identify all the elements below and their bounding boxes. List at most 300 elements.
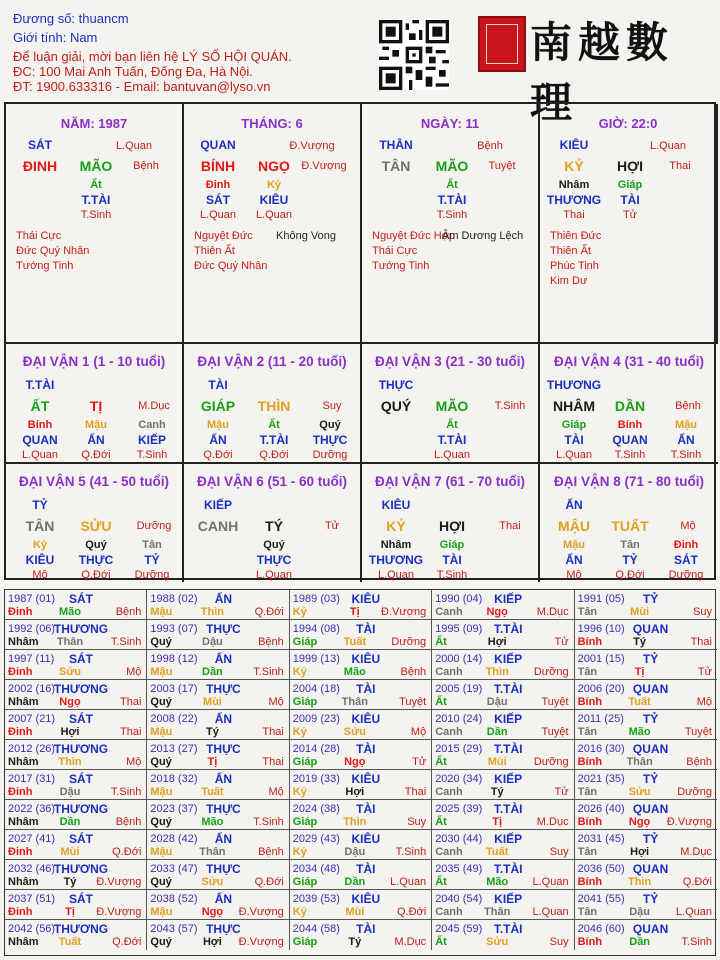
pillar-3: [540, 104, 718, 342]
dai-van-title: ĐẠI VẬN 8 (71 - 80 tuổi): [553, 474, 705, 489]
earthly-branch: Thìn: [627, 876, 652, 888]
earthly-branch: Tuất: [58, 936, 82, 948]
ten-god: KIÊU: [351, 592, 381, 606]
heavenly-stem: Kỷ: [292, 786, 307, 798]
life-stage: Bệnh: [115, 606, 142, 618]
star-name: Tướng Tinh: [372, 260, 430, 272]
pillar-title: NGÀY: 11: [420, 116, 480, 131]
star-name: Thái Cực: [16, 230, 62, 242]
earthly-branch: TÝ: [265, 518, 283, 534]
hidden-god: SÁT: [674, 553, 698, 567]
ten-god: TÀI: [356, 622, 376, 636]
earthly-branch: Ngọ: [486, 606, 508, 618]
earthly-branch: Tý: [348, 936, 362, 948]
life-stage: M.Dục: [680, 846, 712, 858]
earthly-branch: Tý: [633, 636, 647, 648]
life-stage: Q.Đới: [396, 906, 427, 918]
ten-god: KIÊU: [351, 892, 381, 906]
earthly-branch: TỊ: [89, 398, 103, 414]
ten-god: T.TÀI: [493, 682, 523, 696]
heavenly-stem: KỶ: [564, 158, 584, 174]
ten-god: ẤN: [214, 892, 233, 906]
year-cell[interactable]: [5, 740, 147, 770]
hidden-stem: Ất: [90, 179, 102, 191]
year-cell[interactable]: [575, 710, 717, 740]
earthly-branch: Mão: [343, 666, 366, 678]
life-stage: Mộ: [696, 696, 712, 708]
heavenly-stem: Bính: [577, 756, 603, 768]
ten-god: KIÊU: [559, 138, 589, 152]
year-cell[interactable]: [5, 710, 147, 740]
hidden-stage: L.Quan: [21, 449, 59, 461]
heavenly-stem: Bính: [577, 636, 603, 648]
year-cell[interactable]: [147, 920, 289, 950]
ten-god: ẤN: [214, 772, 233, 786]
year-label: 2014 (28): [292, 743, 340, 755]
year-cell[interactable]: [5, 830, 147, 860]
earthly-branch: Hợi: [60, 726, 80, 738]
year-cell[interactable]: [432, 800, 574, 830]
year-label: 2005 (19): [435, 683, 483, 695]
heavenly-stem: Nhâm: [8, 936, 39, 948]
earthly-branch: Sửu: [201, 876, 224, 888]
year-cell[interactable]: [147, 680, 289, 710]
earthly-branch: Tị: [65, 906, 75, 918]
life-stage: Bệnh: [675, 400, 701, 412]
ten-god: THƯƠNG: [53, 802, 109, 816]
year-label: 1987 (01): [8, 593, 56, 605]
year-label: 2016 (30): [577, 743, 625, 755]
year-cell[interactable]: [432, 680, 574, 710]
year-cell[interactable]: [290, 620, 432, 650]
ten-god: T.TÀI: [493, 802, 523, 816]
ten-god: THỰC: [206, 922, 241, 936]
heavenly-stem: Giáp: [292, 636, 318, 648]
hidden-god: TỶ: [622, 553, 638, 567]
ten-god: TỶ: [642, 712, 659, 726]
hidden-stage: L.Quan: [377, 569, 415, 581]
ten-god: TÀI: [356, 742, 376, 756]
year-label: 2020 (34): [435, 773, 483, 785]
life-stage: Đ.Vượng: [238, 906, 284, 918]
hidden-stage: T.Sinh: [436, 569, 468, 581]
heavenly-stem: Canh: [435, 846, 463, 858]
ten-god-status: L.Quan: [115, 140, 153, 152]
ten-god: ẤN: [214, 592, 233, 606]
heavenly-stem: Giáp: [292, 936, 318, 948]
earthly-branch: Dần: [344, 876, 366, 888]
star-name: Thái Cực: [372, 245, 418, 257]
heavenly-stem: Quý: [150, 696, 172, 708]
hidden-stem: Đinh: [205, 179, 231, 191]
ten-god: QUAN: [632, 682, 669, 696]
star-name: Phúc Tinh: [550, 260, 599, 272]
year-cell[interactable]: [147, 590, 289, 620]
year-cell[interactable]: [5, 800, 147, 830]
year-cell[interactable]: [575, 590, 717, 620]
ten-god: SÁT: [69, 592, 93, 606]
ten-god: TÀI: [356, 682, 376, 696]
hidden-stage: Mộ: [32, 569, 48, 581]
earthly-branch: Mão: [628, 726, 651, 738]
year-cell[interactable]: [147, 800, 289, 830]
heavenly-stem: Tân: [577, 786, 598, 798]
pillar-0: [6, 104, 184, 342]
heavenly-stem: KỶ: [386, 518, 406, 534]
year-cell[interactable]: [575, 830, 717, 860]
year-cell[interactable]: [290, 830, 432, 860]
ten-god: QUAN: [632, 862, 669, 876]
earthly-branch: Tuất: [201, 786, 224, 798]
year-cell[interactable]: [432, 740, 574, 770]
heavenly-stem: Mậu: [150, 606, 173, 618]
heavenly-stem: Giáp: [292, 816, 318, 828]
hidden-god: TỶ: [144, 553, 160, 567]
year-cell[interactable]: [575, 920, 717, 950]
seal-icon: [478, 16, 526, 72]
year-cell[interactable]: [290, 710, 432, 740]
year-cell[interactable]: [432, 860, 574, 890]
heavenly-stem: Mậu: [150, 846, 173, 858]
earthly-branch: Thân: [484, 906, 511, 918]
year-cell[interactable]: [147, 740, 289, 770]
life-stage: T.Sinh: [494, 400, 526, 412]
year-cell[interactable]: [5, 620, 147, 650]
year-cell[interactable]: [5, 590, 147, 620]
year-cell[interactable]: [575, 770, 717, 800]
year-label: 2009 (23): [292, 713, 340, 725]
dai-van-title: ĐẠI VẬN 2 (11 - 20 tuổi): [197, 354, 347, 369]
heavenly-stem: Kỷ: [292, 726, 307, 738]
life-stage: Q.Đới: [112, 936, 142, 948]
life-stage: Mộ: [126, 666, 142, 678]
life-stage: Suy: [549, 936, 569, 948]
hidden-stem: Mậu: [675, 419, 697, 431]
year-cell[interactable]: [575, 740, 717, 770]
year-cell[interactable]: [290, 920, 432, 950]
year-cell[interactable]: [575, 620, 717, 650]
earthly-branch: Tị: [492, 816, 503, 828]
phone-email-line: ĐT: 1900.633316 - Email: bantuvan@lyso.vn: [13, 79, 271, 94]
hidden-god: TÀI: [442, 553, 462, 567]
earthly-branch: THÌN: [257, 398, 291, 414]
hidden-god: T.TÀI: [437, 433, 467, 447]
hidden-god: TÀI: [564, 433, 584, 447]
qr-code-icon[interactable]: [379, 20, 449, 90]
dai-van-title: ĐẠI VẬN 7 (61 - 70 tuổi): [374, 474, 526, 489]
heavenly-stem: BÍNH: [200, 158, 236, 174]
heavenly-stem: Ất: [435, 816, 447, 828]
earthly-branch: MÃO: [435, 398, 469, 414]
year-cell[interactable]: [575, 650, 717, 680]
life-stage: Q.Đới: [112, 846, 142, 858]
year-cell[interactable]: [147, 830, 289, 860]
hidden-stage: Thai: [563, 209, 585, 221]
year-label: 1994 (08): [292, 623, 340, 635]
earthly-branch: Tị: [207, 756, 218, 768]
heavenly-stem: GIÁP: [200, 398, 236, 414]
ten-god: SÁT: [28, 138, 52, 152]
year-cell[interactable]: [290, 800, 432, 830]
year-cell[interactable]: [5, 920, 147, 950]
life-stage: Dưỡng: [533, 666, 569, 678]
year-label: 2045 (59): [435, 923, 483, 935]
earthly-branch: HỢI: [617, 158, 643, 174]
ten-god: KIÊU: [351, 772, 381, 786]
hidden-stage: L.Quan: [199, 209, 237, 221]
hidden-god: TÀI: [620, 193, 640, 207]
year-cell[interactable]: [432, 920, 574, 950]
pillar-title: THÁNG: 6: [241, 116, 303, 131]
life-stage: Thai: [690, 636, 712, 648]
hidden-stage: T.Sinh: [136, 449, 168, 461]
hidden-stage: L.Quan: [255, 569, 293, 581]
life-stage: Tử: [697, 666, 712, 678]
year-cell[interactable]: [432, 830, 574, 860]
earthly-branch: Hợi: [487, 636, 507, 648]
life-stage: M.Dục: [394, 936, 427, 948]
life-stage: L.Quan: [675, 906, 712, 918]
year-label: 2025 (39): [435, 803, 483, 815]
year-label: 1996 (10): [577, 623, 625, 635]
hidden-stem: Ất: [268, 419, 280, 431]
hidden-stem: Giáp: [561, 419, 587, 431]
extra-star: Âm Dương Lệch: [442, 230, 524, 242]
hidden-stem: Bính: [27, 419, 53, 431]
year-label: 2043 (57): [150, 923, 198, 935]
life-stage: Suy: [693, 606, 712, 618]
pillar-title: NĂM: 1987: [60, 116, 128, 131]
heavenly-stem: Đinh: [8, 786, 33, 798]
year-label: 2000 (14): [435, 653, 483, 665]
life-stage: Thai: [262, 756, 284, 768]
earthly-branch: Ngọ: [344, 756, 366, 768]
ten-god: QUAN: [632, 742, 669, 756]
star-name: Kim Dư: [550, 275, 588, 287]
heavenly-stem: Nhâm: [8, 696, 39, 708]
ten-god: TÀI: [356, 862, 376, 876]
year-cell[interactable]: [290, 890, 432, 920]
heavenly-stem: Mậu: [150, 906, 173, 918]
hidden-god: SÁT: [206, 193, 230, 207]
ten-god: TỶ: [642, 592, 659, 606]
year-label: 2037 (51): [8, 893, 56, 905]
hidden-god: ẤN: [209, 433, 227, 447]
heavenly-stem: TÂN: [381, 158, 411, 174]
ten-god: T.TÀI: [25, 378, 55, 392]
ten-god: KIÊU: [351, 652, 381, 666]
life-stage: Thai: [669, 160, 691, 172]
life-stage: T.Sinh: [395, 846, 427, 858]
year-cell[interactable]: [432, 650, 574, 680]
year-cell[interactable]: [290, 590, 432, 620]
year-cell[interactable]: [290, 740, 432, 770]
year-cell[interactable]: [432, 620, 574, 650]
year-cell[interactable]: [290, 860, 432, 890]
life-stage: Q.Đới: [682, 876, 712, 888]
life-stage: Tử: [554, 786, 569, 798]
hidden-stage: Q.Đới: [203, 449, 233, 461]
ten-god: KIÊU: [381, 498, 411, 512]
heavenly-stem: Giáp: [292, 696, 318, 708]
year-label: 1988 (02): [150, 593, 198, 605]
life-stage: Suy: [322, 400, 342, 412]
earthly-branch: Ngọ: [628, 816, 651, 828]
year-cell[interactable]: [575, 680, 717, 710]
ten-god-status: L.Quan: [649, 140, 687, 152]
hidden-stage: Q.Đới: [259, 449, 289, 461]
heavenly-stem: CANH: [197, 518, 239, 534]
life-stage: Tử: [324, 520, 340, 532]
year-cell[interactable]: [432, 770, 574, 800]
year-label: 2046 (60): [577, 923, 625, 935]
hidden-stem: Ất: [446, 179, 458, 191]
hidden-stem: Canh: [138, 419, 166, 431]
life-stage: Tuyệt: [541, 696, 569, 708]
heavenly-stem: Kỷ: [292, 606, 307, 618]
year-label: 2033 (47): [150, 863, 198, 875]
hidden-stem: Nhâm: [558, 179, 590, 191]
heavenly-stem: Kỷ: [292, 906, 307, 918]
ten-god: THÂN: [379, 138, 413, 152]
ten-god-status: Đ.Vượng: [289, 140, 335, 152]
hidden-god: QUAN: [612, 433, 648, 447]
hidden-stage: L.Quan: [255, 209, 293, 221]
year-label: 2017 (31): [8, 773, 56, 785]
year-cell[interactable]: [290, 770, 432, 800]
ten-god: T.TÀI: [493, 862, 523, 876]
year-cell[interactable]: [290, 680, 432, 710]
earthly-branch: Dậu: [202, 636, 223, 648]
year-cell[interactable]: [432, 590, 574, 620]
year-cell[interactable]: [5, 890, 147, 920]
ten-god: TÀI: [356, 922, 376, 936]
year-cell[interactable]: [147, 890, 289, 920]
year-label: 1990 (04): [435, 593, 483, 605]
hidden-stem: Quý: [85, 539, 107, 551]
hidden-god: THỰC: [256, 553, 292, 567]
year-cell[interactable]: [5, 770, 147, 800]
year-cell[interactable]: [147, 770, 289, 800]
earthly-branch: Thân: [626, 756, 653, 768]
year-label: 2003 (17): [150, 683, 198, 695]
life-stage: Suy: [407, 816, 427, 828]
ten-god: QUAN: [632, 622, 669, 636]
hidden-god: T.TÀI: [437, 193, 467, 207]
heavenly-stem: Canh: [435, 726, 463, 738]
year-label: 2029 (43): [292, 833, 340, 845]
heavenly-stem: TÂN: [25, 518, 55, 534]
year-cell[interactable]: [5, 860, 147, 890]
ten-god: KIẾP: [494, 712, 523, 726]
earthly-branch: Mão: [59, 606, 81, 618]
heavenly-stem: Nhâm: [8, 636, 39, 648]
hidden-god: T.TÀI: [259, 433, 289, 447]
heavenly-stem: Quý: [150, 876, 172, 888]
dai-van-8: [540, 462, 718, 582]
year-label: 1999 (13): [292, 653, 340, 665]
year-label: 2010 (24): [435, 713, 483, 725]
year-label: 2038 (52): [150, 893, 198, 905]
ten-god: T.TÀI: [493, 742, 523, 756]
life-stage: Tuyệt: [488, 160, 516, 172]
earthly-branch: Thìn: [343, 816, 367, 828]
ten-god: QUAN: [632, 802, 669, 816]
heavenly-stem: Tân: [577, 906, 598, 918]
dai-van-2: [184, 342, 362, 462]
heavenly-stem: Tân: [577, 666, 598, 678]
ten-god: ẤN: [214, 832, 233, 846]
year-cell[interactable]: [5, 680, 147, 710]
hidden-stem: Ất: [446, 419, 458, 431]
dai-van-7: [362, 462, 540, 582]
earthly-branch: Dậu: [59, 786, 81, 798]
earthly-branch: NGỌ: [258, 158, 290, 174]
heavenly-stem: Bính: [577, 696, 603, 708]
heavenly-stem: Quý: [150, 636, 172, 648]
hidden-stem: Tân: [620, 539, 640, 551]
heavenly-stem: Bính: [577, 936, 603, 948]
ten-god: TỶ: [32, 498, 48, 512]
year-label: 2034 (48): [292, 863, 340, 875]
life-stage: Tuyệt: [541, 726, 569, 738]
earthly-branch: Hợi: [202, 936, 222, 948]
hidden-god: QUAN: [22, 433, 58, 447]
life-stage: M.Dục: [138, 400, 170, 412]
earthly-branch: TUẤT: [611, 518, 649, 534]
year-label: 1993 (07): [150, 623, 198, 635]
contact-line: Để luận giải, mời bạn liên hệ LÝ SỐ HỘI QUÁN.: [13, 49, 292, 64]
hidden-stem: Quý: [319, 419, 341, 431]
year-cell[interactable]: [575, 890, 717, 920]
star-name: Nguyệt Đức: [194, 230, 253, 242]
owner-name: thuancm: [78, 11, 129, 26]
year-cell[interactable]: [147, 860, 289, 890]
dai-van-title: ĐẠI VẬN 6 (51 - 60 tuổi): [196, 474, 348, 489]
year-cell[interactable]: [290, 650, 432, 680]
heavenly-stem: Tân: [577, 606, 598, 618]
year-cell[interactable]: [575, 860, 717, 890]
heavenly-stem: Đinh: [8, 606, 33, 618]
year-label: 2022 (36): [8, 803, 56, 815]
year-label: 2021 (35): [577, 773, 625, 785]
year-label: 2012 (26): [8, 743, 56, 755]
ten-god: KIẾP: [494, 772, 523, 786]
life-stage: Dưỡng: [136, 520, 172, 532]
ten-god: KIẾP: [203, 498, 233, 512]
year-cell[interactable]: [5, 650, 147, 680]
ten-god: KIÊU: [351, 712, 381, 726]
year-cell[interactable]: [432, 710, 574, 740]
pillar-2: [362, 104, 540, 342]
year-cell[interactable]: [575, 800, 717, 830]
star-name: Đức Quý Nhân: [194, 260, 268, 272]
ten-god: ẤN: [214, 652, 233, 666]
earthly-branch: Mùi: [630, 606, 650, 618]
life-stage: M.Dục: [536, 606, 569, 618]
heavenly-stem: Kỷ: [292, 846, 307, 858]
earthly-branch: Mùi: [487, 756, 507, 768]
year-cell[interactable]: [147, 620, 289, 650]
year-cell[interactable]: [147, 650, 289, 680]
life-stage: Bệnh: [400, 666, 427, 678]
hidden-stem: Bính: [617, 419, 643, 431]
year-cell[interactable]: [147, 710, 289, 740]
earthly-branch: Tuất: [343, 636, 366, 648]
star-name: Đức Quý Nhân: [16, 245, 90, 257]
year-cell[interactable]: [432, 890, 574, 920]
heavenly-stem: Nhâm: [8, 756, 39, 768]
